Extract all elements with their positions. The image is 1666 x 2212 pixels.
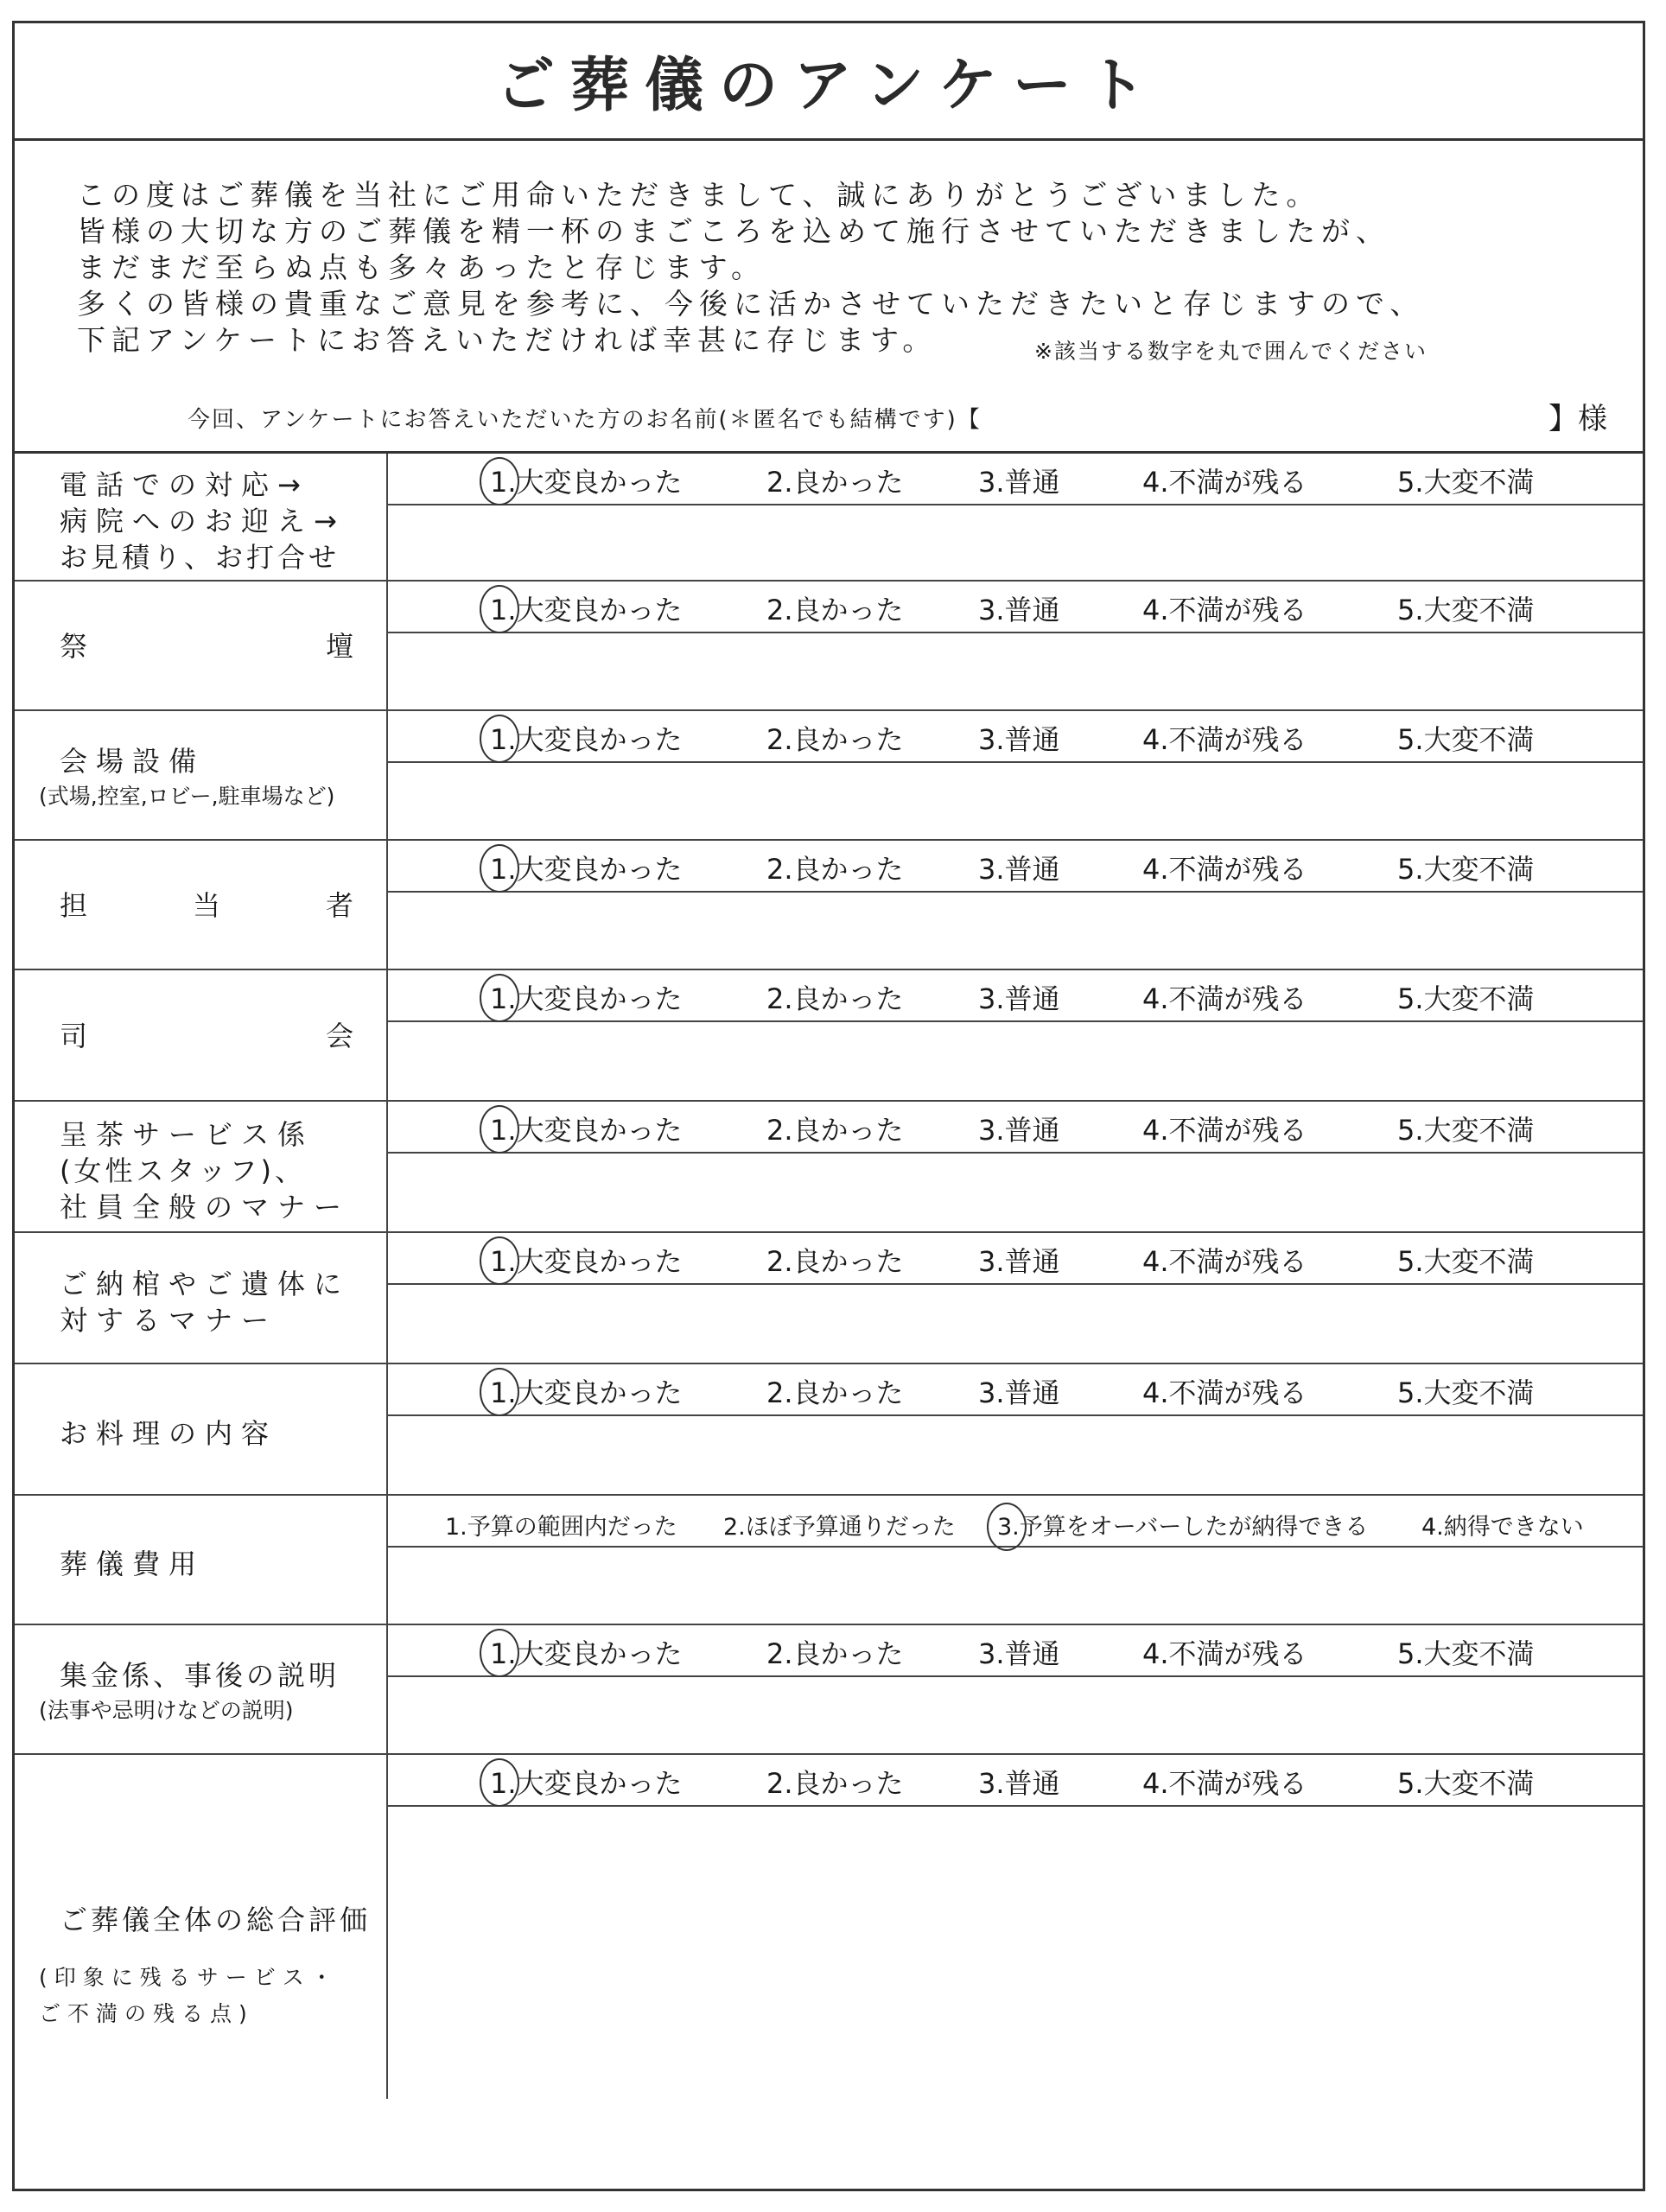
options-divider bbox=[388, 1414, 1643, 1416]
rating-option-3[interactable]: 3.普通 bbox=[978, 1376, 1060, 1409]
selected-option-circle bbox=[480, 715, 519, 763]
row-label-char: 祭 bbox=[60, 630, 88, 663]
rating-option-4[interactable]: 4.不満が残る bbox=[1142, 723, 1307, 756]
rating-option-5[interactable]: 5.大変不満 bbox=[1397, 594, 1535, 626]
rating-option-1[interactable]: 1.予算の範囲内だった bbox=[445, 1514, 677, 1541]
row-label: 電話での対応→ bbox=[60, 468, 309, 501]
rating-option-1[interactable]: 1.大変良かった bbox=[490, 1114, 683, 1147]
row-label bbox=[60, 625, 353, 664]
selected-option-circle bbox=[480, 585, 519, 633]
rating-option-1[interactable]: 1.大変良かった bbox=[490, 982, 683, 1015]
respondent-name-label: 今回、アンケートにお答えいただいた方のお名前(＊匿名でも結構です)【 bbox=[188, 407, 982, 433]
intro-text bbox=[77, 177, 1424, 359]
row-label: お料理の内容 bbox=[60, 1417, 278, 1450]
options-divider bbox=[388, 1283, 1643, 1285]
row-label: 葬儀費用 bbox=[60, 1548, 206, 1580]
selected-option-circle bbox=[480, 1105, 519, 1154]
rating-option-1[interactable]: 1.大変良かった bbox=[490, 1245, 683, 1278]
instruction-note: ※該当する数字を丸で囲んでください bbox=[1034, 339, 1428, 364]
row-label-cell bbox=[15, 1233, 388, 1363]
row-label bbox=[60, 1014, 353, 1054]
row-label: 対するマナー bbox=[60, 1304, 278, 1337]
rating-option-3[interactable]: 3.普通 bbox=[978, 466, 1060, 499]
options-divider bbox=[388, 1020, 1643, 1022]
row-label-char: 者 bbox=[325, 889, 353, 922]
rating-option-2[interactable]: 2.良かった bbox=[766, 1767, 904, 1800]
rating-option-3[interactable]: 3.普通 bbox=[978, 1637, 1060, 1670]
row-sublabel: ご不満の残る点) bbox=[39, 2001, 254, 2026]
survey-row-altar bbox=[15, 582, 1643, 711]
row-label: (女性スタッフ)、 bbox=[60, 1154, 306, 1187]
title-box bbox=[15, 23, 1643, 141]
row-label-char: 担 bbox=[60, 889, 88, 922]
page-title: ご葬儀のアンケート bbox=[496, 52, 1161, 120]
row-label-cell bbox=[15, 1496, 388, 1624]
selected-option-circle bbox=[480, 1236, 519, 1285]
rating-option-4[interactable]: 4.不満が残る bbox=[1142, 982, 1307, 1015]
rating-option-2[interactable]: 2.良かった bbox=[766, 1114, 904, 1147]
rating-option-3[interactable]: 3.普通 bbox=[978, 982, 1060, 1015]
options-divider bbox=[388, 891, 1643, 893]
rating-option-4[interactable]: 4.不満が残る bbox=[1142, 466, 1307, 499]
rating-option-3[interactable]: 3.予算をオーバーしたが納得できる bbox=[997, 1514, 1369, 1541]
rating-option-5[interactable]: 5.大変不満 bbox=[1397, 853, 1535, 886]
rating-option-5[interactable]: 5.大変不満 bbox=[1397, 466, 1535, 499]
row-label-char: 司 bbox=[60, 1020, 88, 1052]
intro-section bbox=[15, 141, 1643, 454]
rating-option-4[interactable]: 4.不満が残る bbox=[1142, 853, 1307, 886]
row-sublabel: (印象に残るサービス・ bbox=[39, 1965, 340, 1990]
row-label: 呈茶サービス係 bbox=[60, 1118, 315, 1151]
rating-option-3[interactable]: 3.普通 bbox=[978, 1245, 1060, 1278]
survey-row-encoffin-manners bbox=[15, 1233, 1643, 1364]
rating-option-2[interactable]: 2.良かった bbox=[766, 853, 904, 886]
rating-option-1[interactable]: 1.大変良かった bbox=[490, 466, 683, 499]
rating-option-4[interactable]: 4.納得できない bbox=[1421, 1514, 1584, 1541]
rating-option-1[interactable]: 1.大変良かった bbox=[490, 1376, 683, 1409]
row-label-char: 会 bbox=[325, 1020, 353, 1052]
survey-row-billing-explanation bbox=[15, 1625, 1643, 1755]
row-label-cell bbox=[15, 711, 388, 839]
rating-option-2[interactable]: 2.良かった bbox=[766, 1245, 904, 1278]
selected-option-circle bbox=[480, 1629, 519, 1677]
row-label: 病院へのお迎え→ bbox=[60, 505, 346, 537]
row-label-cell bbox=[15, 1102, 388, 1231]
rating-option-5[interactable]: 5.大変不満 bbox=[1397, 1114, 1535, 1147]
options-divider bbox=[388, 632, 1643, 633]
row-label: 会場設備 bbox=[60, 745, 206, 778]
rating-option-4[interactable]: 4.不満が残る bbox=[1142, 1245, 1307, 1278]
rating-option-5[interactable]: 5.大変不満 bbox=[1397, 1376, 1535, 1409]
intro-line: 皆様の大切な方のご葬儀を精一杯のまごころを込めて施行させていただきましたが、 bbox=[77, 214, 1390, 248]
row-label: 社員全般のマナー bbox=[60, 1191, 351, 1224]
row-label-cell bbox=[15, 1755, 388, 2099]
rating-option-3[interactable]: 3.普通 bbox=[978, 723, 1060, 756]
selected-option-circle bbox=[480, 974, 519, 1022]
survey-form bbox=[12, 21, 1645, 2191]
rating-option-1[interactable]: 1.大変良かった bbox=[490, 1637, 683, 1670]
options-divider bbox=[388, 504, 1643, 505]
intro-line: この度はご葬儀を当社にご用命いただきまして、誠にありがとうございました。 bbox=[77, 178, 1321, 212]
row-label-cell bbox=[15, 1364, 388, 1494]
rating-option-2[interactable]: 2.良かった bbox=[766, 723, 904, 756]
rating-option-1[interactable]: 1.大変良かった bbox=[490, 1767, 683, 1800]
rating-option-2[interactable]: 2.良かった bbox=[766, 1376, 904, 1409]
options-divider bbox=[388, 761, 1643, 763]
row-sublabel: (法事や忌明けなどの説明) bbox=[39, 1698, 294, 1723]
survey-row-catering bbox=[15, 1364, 1643, 1496]
survey-row-phone-hospital-estimate bbox=[15, 454, 1643, 582]
row-label: 集金係、事後の説明 bbox=[60, 1659, 340, 1692]
row-label bbox=[60, 884, 353, 924]
options-divider bbox=[388, 1152, 1643, 1154]
rating-option-3[interactable]: 3.普通 bbox=[978, 1114, 1060, 1147]
options-divider bbox=[388, 1675, 1643, 1677]
rating-option-4[interactable]: 4.不満が残る bbox=[1142, 1767, 1307, 1800]
rating-option-3[interactable]: 3.普通 bbox=[978, 853, 1060, 886]
row-label-cell bbox=[15, 841, 388, 969]
row-label-cell bbox=[15, 1625, 388, 1753]
rating-option-2[interactable]: 2.良かった bbox=[766, 594, 904, 626]
row-label: お見積り、お打合せ bbox=[60, 541, 340, 574]
rating-option-1[interactable]: 1.大変良かった bbox=[490, 853, 683, 886]
selected-option-circle bbox=[480, 1368, 519, 1416]
survey-row-staff-in-charge bbox=[15, 841, 1643, 970]
rating-option-1[interactable]: 1.大変良かった bbox=[490, 723, 683, 756]
row-label: ご葬儀全体の総合評価 bbox=[60, 1904, 372, 1936]
rating-option-3[interactable]: 3.普通 bbox=[978, 1767, 1060, 1800]
selected-option-circle bbox=[480, 1758, 519, 1807]
row-label-char: 壇 bbox=[325, 630, 353, 663]
intro-line: 下記アンケートにお答えいただければ幸甚に存じます。 bbox=[77, 323, 938, 357]
rating-option-2[interactable]: 2.ほぼ予算通りだった bbox=[723, 1514, 956, 1541]
rating-option-5[interactable]: 5.大変不満 bbox=[1397, 1637, 1535, 1670]
survey-row-overall-rating bbox=[15, 1755, 1643, 2099]
options-divider bbox=[388, 1805, 1643, 1807]
survey-row-venue-facilities bbox=[15, 711, 1643, 841]
intro-line: 多くの皆様の貴重なご意見を参考に、今後に活かさせていただきたいと存じますので、 bbox=[77, 287, 1425, 321]
survey-row-mc bbox=[15, 970, 1643, 1102]
rating-option-5[interactable]: 5.大変不満 bbox=[1397, 1245, 1535, 1278]
rating-option-5[interactable]: 5.大変不満 bbox=[1397, 723, 1535, 756]
rating-option-3[interactable]: 3.普通 bbox=[978, 594, 1060, 626]
rating-option-4[interactable]: 4.不満が残る bbox=[1142, 594, 1307, 626]
survey-row-tea-service-manners bbox=[15, 1102, 1643, 1233]
rating-option-5[interactable]: 5.大変不満 bbox=[1397, 982, 1535, 1015]
row-label: ご納棺やご遺体に bbox=[60, 1268, 351, 1300]
selected-option-circle bbox=[987, 1503, 1027, 1551]
selected-option-circle bbox=[480, 457, 519, 505]
rating-option-2[interactable]: 2.良かった bbox=[766, 466, 904, 499]
row-label-cell bbox=[15, 970, 388, 1100]
row-sublabel: (式場,控室,ロビー,駐車場など) bbox=[39, 784, 335, 809]
row-label-cell bbox=[15, 582, 388, 709]
survey-row-funeral-cost bbox=[15, 1496, 1643, 1625]
rating-option-4[interactable]: 4.不満が残る bbox=[1142, 1114, 1307, 1147]
rating-option-4[interactable]: 4.不満が残る bbox=[1142, 1376, 1307, 1409]
row-label-cell bbox=[15, 454, 388, 580]
rating-option-2[interactable]: 2.良かった bbox=[766, 1637, 904, 1670]
rating-option-4[interactable]: 4.不満が残る bbox=[1142, 1637, 1307, 1670]
rating-option-5[interactable]: 5.大変不満 bbox=[1397, 1767, 1535, 1800]
selected-option-circle bbox=[480, 844, 519, 893]
rating-option-2[interactable]: 2.良かった bbox=[766, 982, 904, 1015]
rating-option-1[interactable]: 1.大変良かった bbox=[490, 594, 683, 626]
respondent-name-suffix: 】様 bbox=[1548, 402, 1607, 436]
row-label-char: 当 bbox=[192, 889, 220, 922]
intro-line: まだまだ至らぬ点も多々あったと存じます。 bbox=[77, 251, 766, 284]
